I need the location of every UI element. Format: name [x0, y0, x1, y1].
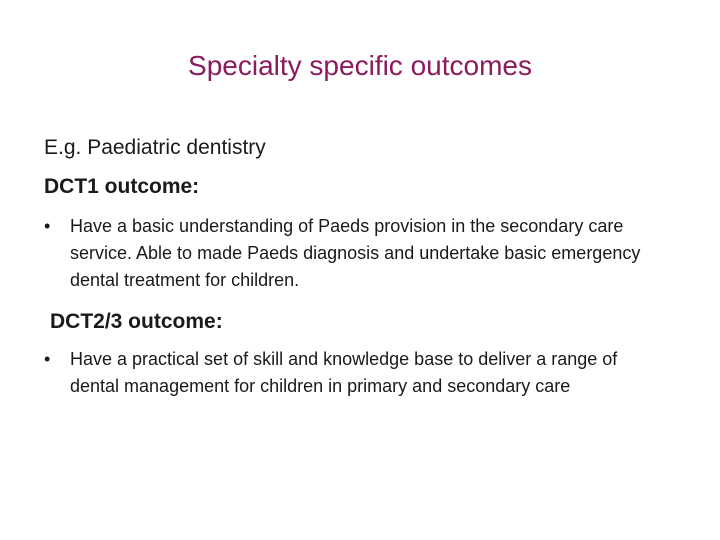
dct23-outcome-text: Have a practical set of skill and knowledge base to deliver a range of dental management for children in primary and secondary care [70, 349, 618, 396]
bullet-icon: • [44, 216, 51, 236]
dct1-outcome-text: Have a basic understanding of Paeds provision in the secondary care service. Able to made Paeds diagnosis and undertake basic emergency dental treatment for children. [70, 216, 641, 290]
bullet-icon: • [44, 349, 51, 369]
slide-title: Specialty specific outcomes [188, 50, 532, 81]
dct1-outcome-bullet [44, 213, 664, 294]
example-subtitle: E.g. Paediatric dentistry [44, 136, 266, 159]
dct1-outcome-heading: DCT1 outcome: [44, 175, 200, 198]
dct23-outcome-bullet [44, 346, 664, 400]
dct23-outcome-heading: DCT2/3 outcome: [50, 310, 223, 333]
